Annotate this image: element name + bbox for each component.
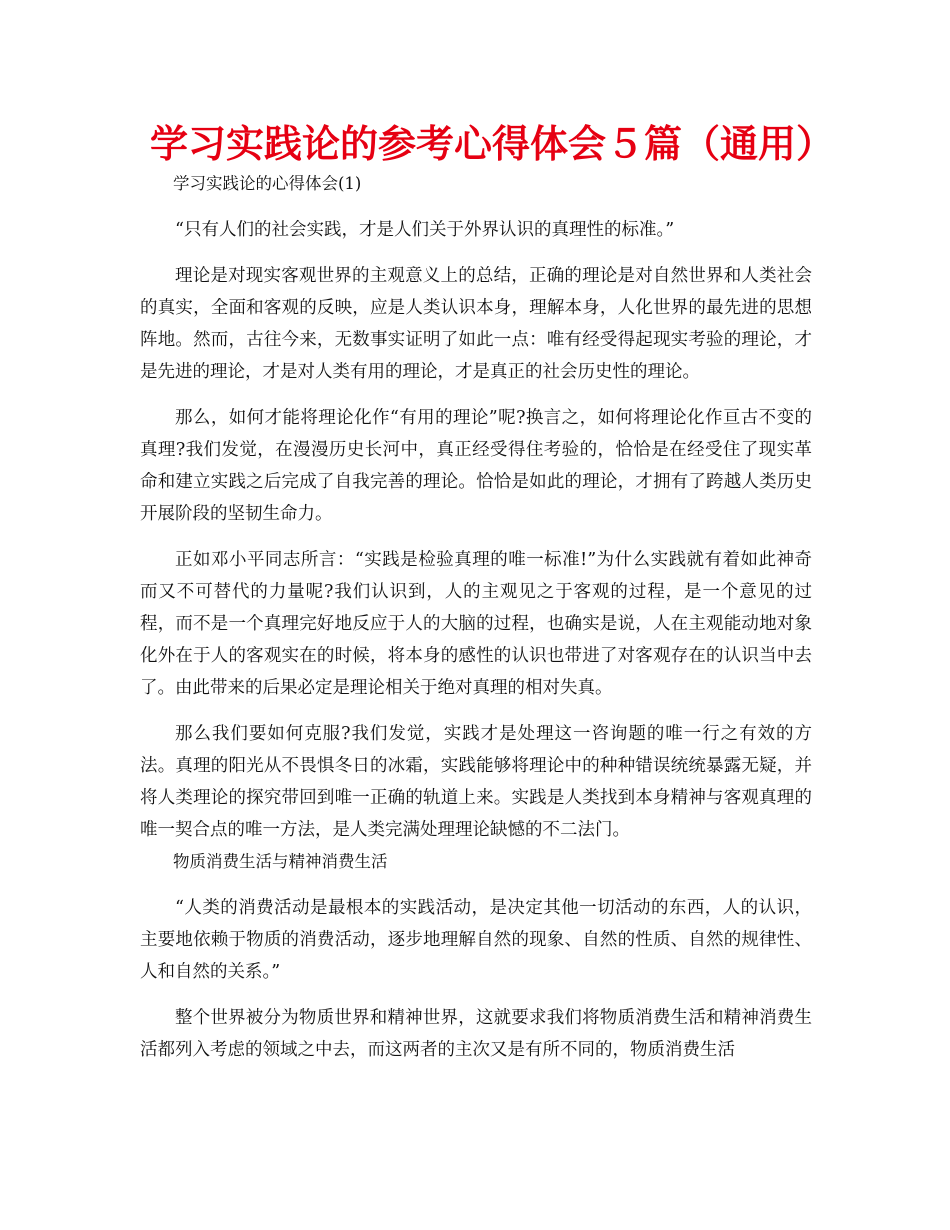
- quote-paragraph: “只有人们的社会实践，才是人们关于外界认识的真理性的标准。”: [175, 220, 675, 240]
- spacer: [140, 988, 812, 1002]
- spacer: [140, 388, 812, 402]
- section-subtitle: 学习实践论的心得体会(1): [173, 174, 362, 193]
- body-paragraph: 那么，如何才能将理论化作“有用的理论”呢?换言之，如何将理论化作亘古不变的真理?我们发觉，在漫漫历史长河中，真正经受得住考验的，恰恰是在经受住了现实革命和建立实践之后完成了自我完善的理论。恰恰是如此的理论，才拥有了跨越人类历史开展阶段的坚韧生命力。: [140, 408, 812, 524]
- page-title: 学习实践论的参考心得体会５篇（通用）: [150, 122, 835, 166]
- spacer: [140, 530, 812, 544]
- body-paragraph: 那么我们要如何克服?我们发觉，实践才是处理这一咨询题的唯一行之有效的方法。真理的阳光从不畏惧冬日的冰霜，实践能够将理论中的种种错误统统暴露无疑，并将人类理论的探究带回到唯一正确的轨道上来。实践是人类找到本身精神与客观真理的唯一契合点的唯一方法，是人类完满处理理论缺憾的不二法门。: [140, 724, 812, 840]
- section-subtitle: 物质消费生活与精神消费生活: [173, 852, 388, 871]
- spacer: [140, 246, 812, 260]
- spacer: [140, 878, 812, 892]
- body-paragraph: 理论是对现实客观世界的主观意义上的总结，正确的理论是对自然世界和人类社会的真实，全面和客观的反映，应是人类认识本身，理解本身，人化世界的最先进的思想阵地。然而，古往今来，无数事实证明了如此一点：唯有经受得起现实考验的理论，才是先进的理论，才是对人类有用的理论，才是真正的社会历史性的理论。: [140, 266, 812, 382]
- body-paragraph: 正如邓小平同志所言：“实践是检验真理的唯一标准!”为什么实践就有着如此神奇而又不可替代的力量呢?我们认识到，人的主观见之于客观的过程，是一个意见的过程，而不是一个真理完好地反应于人的大脑的过程，也确实是说，人在主观能动地对象化外在于人的客观实在的时候，将本身的感性的认识也带进了对客观存在的认识当中去了。由此带来的后果必定是理论相关于绝对真理的相对失真。: [140, 550, 812, 698]
- spacer: [140, 200, 812, 214]
- spacer: [140, 704, 812, 718]
- quote-paragraph: “人类的消费活动是最根本的实践活动，是决定其他一切活动的东西，人的认识，主要地依赖于物质的消费活动，逐步地理解自然的现象、自然的性质、自然的规律性、人和自然的关系。”: [140, 898, 812, 982]
- body-paragraph: 整个世界被分为物质世界和精神世界，这就要求我们将物质消费生活和精神消费生活都列入考虑的领域之中去，而这两者的主次又是有所不同的，物质消费生活: [140, 1008, 812, 1060]
- document-body: [140, 168, 812, 1066]
